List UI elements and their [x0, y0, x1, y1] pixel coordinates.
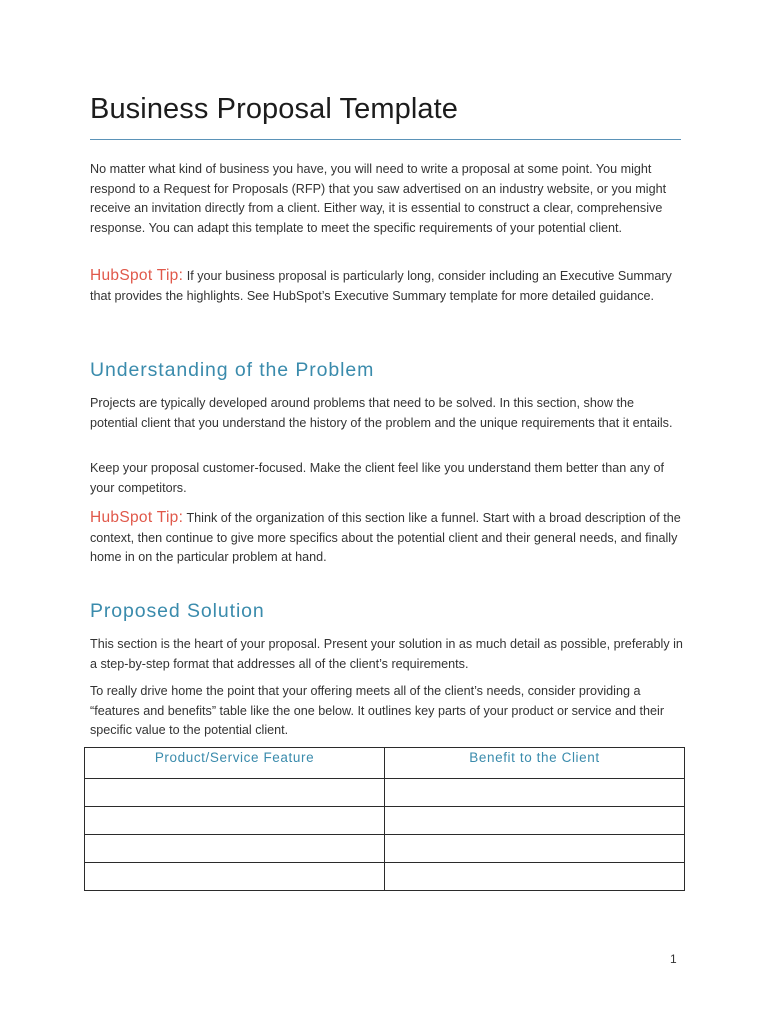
table-cell-feature — [85, 863, 385, 891]
problem-paragraph-1: Projects are typically developed around problems that need to be solved. In this section, show the potential client that you understand the history of the problem and the unique requirements that it entails. — [90, 396, 673, 430]
table-cell-feature — [85, 779, 385, 807]
table-header-feature: Product/Service Feature — [85, 748, 385, 779]
table-row — [85, 779, 685, 807]
table-header-row — [85, 748, 685, 779]
hubspot-tip-funnel — [90, 508, 685, 568]
table-cell-benefit — [385, 863, 685, 891]
page-number: 1 — [670, 952, 677, 966]
table-row — [85, 807, 685, 835]
table-header-benefit: Benefit to the Client — [385, 748, 685, 779]
tip-label: HubSpot Tip: — [90, 509, 184, 526]
table-cell-benefit — [385, 779, 685, 807]
table-cell-benefit — [385, 835, 685, 863]
tip-text: If your business proposal is particularly long, consider including an Executive Summary that provides the highlights. See HubSpot’s Executive Summary template for more detailed guidance. — [90, 269, 672, 303]
table-row — [85, 863, 685, 891]
title-underline — [90, 139, 681, 140]
solution-paragraph-1: This section is the heart of your proposal. Present your solution in as much detail as possible, preferably in a step-by-step format that addresses all of the client’s requirements. — [90, 637, 683, 671]
solution-paragraph-2: To really drive home the point that your offering meets all of the client’s needs, consider providing a “features and benefits” table like the one below. It outlines key parts of your product or service and their specific value to the potential client. — [90, 684, 665, 738]
tip-text: Think of the organization of this section like a funnel. Start with a broad description of the context, then continue to give more specifics about the potential client and their general needs, and finally home in on the particular problem at hand. — [90, 511, 681, 565]
table-cell-feature — [85, 835, 385, 863]
hubspot-tip-executive-summary — [90, 266, 685, 306]
section-heading-solution: Proposed Solution — [90, 600, 265, 622]
intro-paragraph: No matter what kind of business you have, you will need to write a proposal at some point. You might respond to a Request for Proposals (RFP) that you saw advertised on an industry website, or you might receive an invitation directly from a client. Either way, it is essential to construct a clear, comprehensive response. You can adapt this template to meet the specific requirements of your potential client. — [90, 162, 667, 235]
document-title: Business Proposal Template — [90, 93, 458, 125]
section-heading-problem: Understanding of the Problem — [90, 359, 375, 381]
tip-label: HubSpot Tip: — [90, 267, 184, 284]
table-cell-benefit — [385, 807, 685, 835]
table-cell-feature — [85, 807, 385, 835]
table-row — [85, 835, 685, 863]
problem-paragraph-2: Keep your proposal customer-focused. Make the client feel like you understand them better than any of your competitors. — [90, 461, 665, 495]
features-benefits-table — [84, 747, 685, 891]
